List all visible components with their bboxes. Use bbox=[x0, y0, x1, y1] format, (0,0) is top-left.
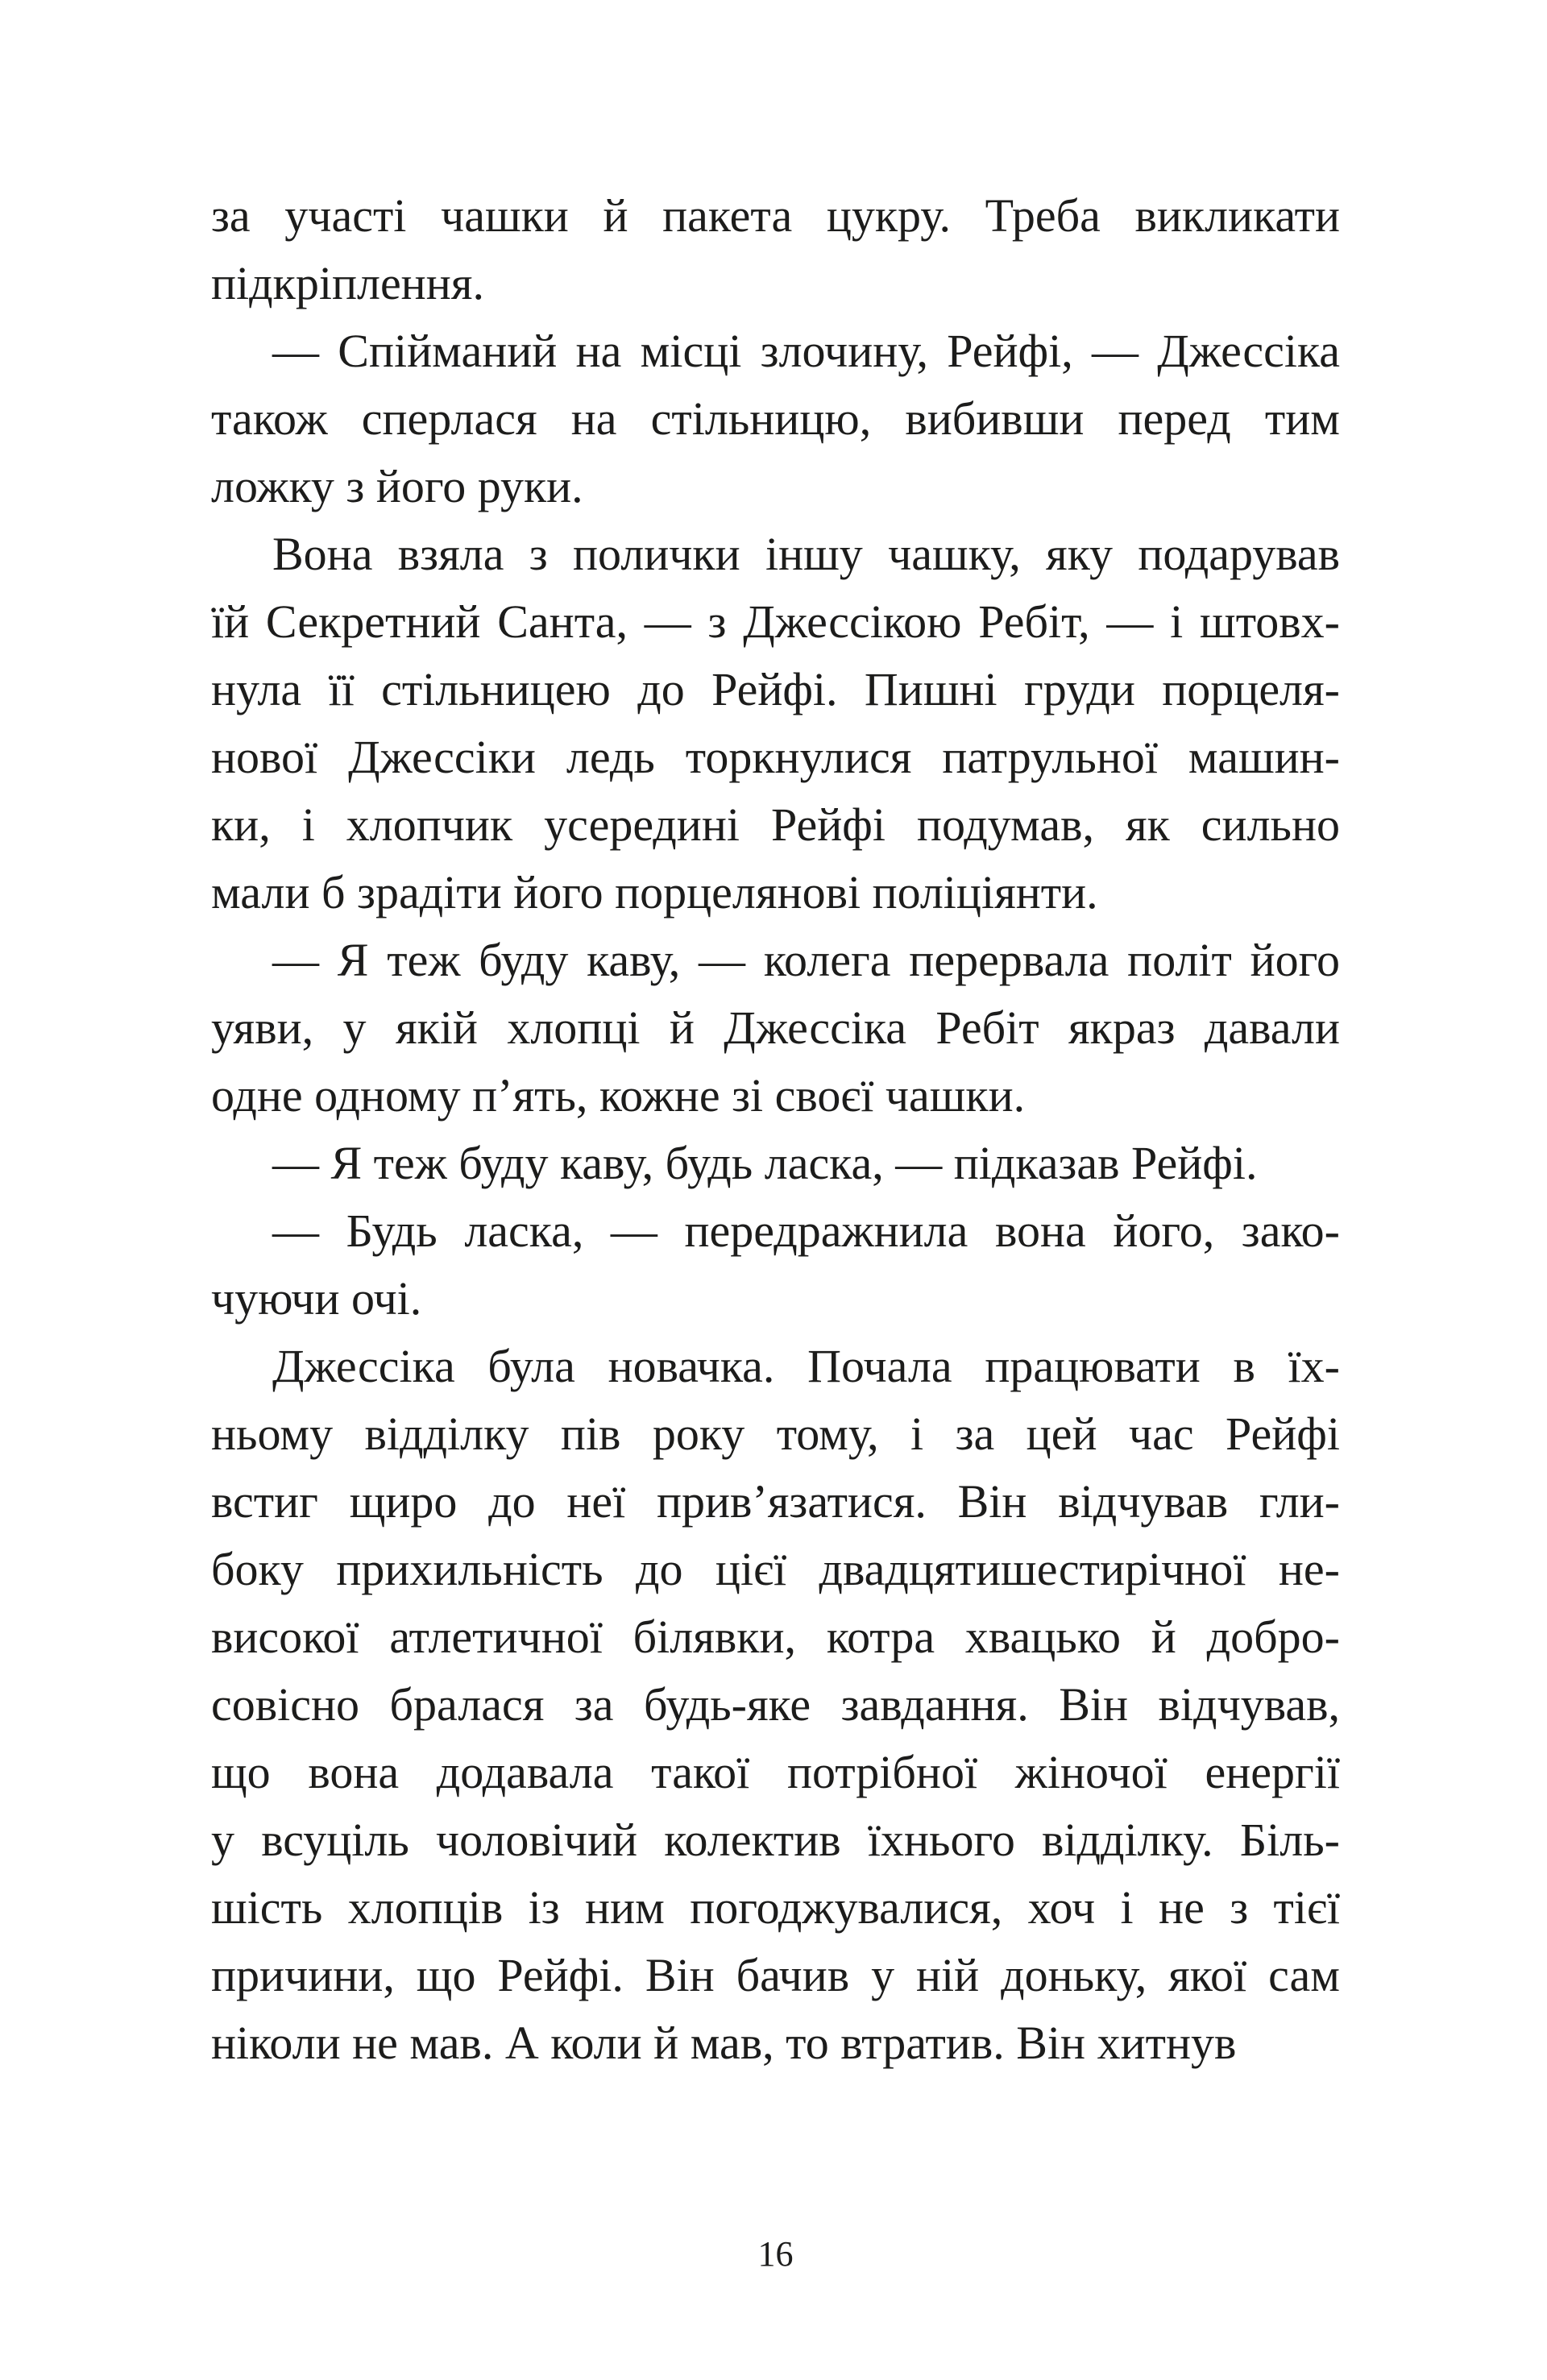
text-line: боку прихильність до цієї двадцятишестирічної не- bbox=[211, 1543, 1340, 1595]
text-line: нової Джессіки ледь торкнулися патрульної машин- bbox=[211, 731, 1340, 783]
text-line: совісно бралася за будь-яке завдання. Він відчував, bbox=[211, 1678, 1340, 1731]
text-line: ньому відділку пів року тому, і за цей час Рейфі bbox=[211, 1408, 1340, 1460]
text-line: нула її стільницею до Рейфі. Пишні груди порцеля- bbox=[211, 663, 1340, 715]
text-line: уяви, у якій хлопці й Джессіка Ребіт якраз давали bbox=[211, 1001, 1340, 1054]
text-line: встиг щиро до неї прив’язатися. Він відчував гли- bbox=[211, 1475, 1340, 1528]
text-line: ложку з його руки. bbox=[211, 460, 583, 512]
text-line: ки, і хлопчик усередині Рейфі подумав, як сильно bbox=[211, 798, 1340, 851]
text-line: у всуціль чоловічий колектив їхнього відділку. Біль- bbox=[211, 1814, 1340, 1866]
page-number: 16 bbox=[757, 2234, 794, 2274]
text-line: чуючи очі. bbox=[211, 1272, 422, 1325]
text-line: їй Секретний Санта, — з Джессікою Ребіт, — і штовх- bbox=[211, 595, 1340, 648]
text-line: також сперлася на стільницю, вибивши перед тим bbox=[211, 392, 1340, 445]
text-line: що вона додавала такої потрібної жіночої енергії bbox=[211, 1746, 1340, 1798]
text-line: Вона взяла з полички іншу чашку, яку подарував bbox=[272, 528, 1340, 580]
text-line: — Я теж буду каву, будь ласка, — підказав Рейфі. bbox=[272, 1137, 1258, 1189]
text-line: мали б зрадіти його порцелянові поліціянти. bbox=[211, 866, 1098, 918]
text-line: ніколи не мав. А коли й мав, то втратив. Він хитнув bbox=[211, 2017, 1237, 2069]
text-line: високої атлетичної білявки, котра хвацько й добро- bbox=[211, 1611, 1340, 1663]
text-line: — Я теж буду каву, — колега перервала політ його bbox=[272, 934, 1340, 986]
text-line: Джессіка була новачка. Почала працювати в їх- bbox=[272, 1340, 1340, 1392]
text-line: — Спійманий на місці злочину, Рейфі, — Джессіка bbox=[272, 325, 1340, 377]
text-line: підкріплення. bbox=[211, 257, 484, 309]
text-line: шість хлопців із ним погоджувалися, хоч і не з тієї bbox=[211, 1881, 1340, 1934]
text-line: одне одному п’ять, кожне зі своєї чашки. bbox=[211, 1069, 1026, 1122]
body-text bbox=[211, 182, 1340, 2077]
text-line: — Будь ласка, — передражнила вона його, зако- bbox=[272, 1205, 1340, 1257]
text-line: за участі чашки й пакета цукру. Треба викликати bbox=[211, 189, 1340, 242]
text-line: причини, що Рейфі. Він бачив у ній доньку, якої сам bbox=[211, 1949, 1340, 2001]
